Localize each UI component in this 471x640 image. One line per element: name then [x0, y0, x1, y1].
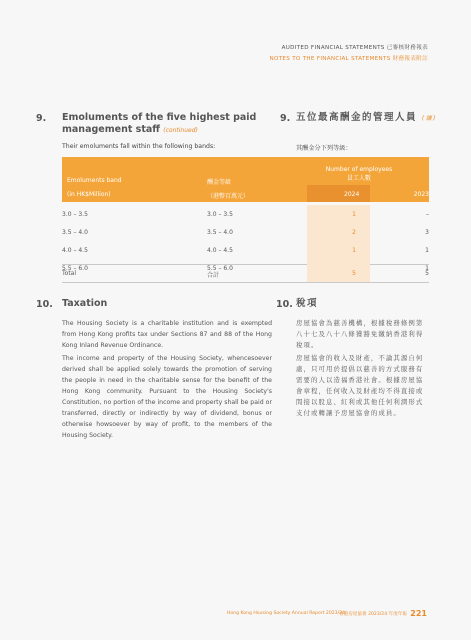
value-2023-cell: 3	[425, 229, 429, 236]
table-row	[62, 205, 429, 223]
value-2023-cell: –	[426, 211, 429, 218]
band-zh-cell: 5.5 – 6.0	[207, 265, 233, 272]
band-zh-cell: 4.0 – 4.5	[207, 247, 233, 254]
section-10-title-zh: 稅項	[296, 298, 319, 309]
band-en-cell: 5.5 – 6.0	[62, 265, 88, 272]
running-header-subtitle: NOTES TO THE FINANCIAL STATEMENTS 財務報表附註	[269, 56, 428, 62]
section-9-title-en-line1: Emoluments of the five highest paid	[62, 112, 257, 123]
taxation-paragraph-2-zh: 房屋協會的收入及財產，不論其源自何處，只可用於提倡以慈善的方式服務有需要的人以造福香港社會。根據房屋協會章程，任何收入及財產均不得直接或間接以股息、紅利或其他任何利潤形式支付或轉讓予房屋協會的成員。	[296, 354, 424, 417]
continued-label-en: (continued)	[163, 127, 198, 134]
page-number: 221	[410, 609, 427, 618]
table-row	[62, 223, 429, 241]
section-9-intro-zh: 其酬金分下列等級：	[296, 145, 352, 152]
taxation-paragraph-1-en: The Housing Society is a charitable institution and is exempted from Hong Kong profits tax under Sections 87 and 88 of the Hong Kong Inland Revenue Ordinance.	[62, 320, 272, 349]
year-2024-header: 2024	[344, 191, 360, 198]
total-label-en: Total	[62, 270, 77, 277]
total-separator-bottom	[62, 282, 429, 283]
section-9-intro-en: Their emoluments fall within the following bands:	[62, 143, 216, 150]
band-en-cell: 4.0 – 4.5	[62, 247, 88, 254]
year-2023-header: 2023	[413, 191, 429, 198]
total-2023-cell: 5	[425, 270, 429, 277]
value-2023-cell: 1	[425, 265, 429, 272]
footer-report-title-en: Hong Kong Housing Society Annual Report 2023/24	[226, 611, 345, 616]
band-en-cell: 3.5 – 4.0	[62, 229, 88, 236]
band-unit-header-en: (in HK$Million)	[67, 191, 111, 198]
band-unit-header-zh: （港幣百萬元）	[207, 193, 250, 200]
table-total-row	[62, 264, 429, 282]
section-9-number-zh: 9.	[280, 113, 291, 124]
band-header-zh: 酬金等級	[207, 179, 232, 186]
continued-label-zh: (續)	[421, 115, 438, 122]
band-zh-cell: 3.5 – 4.0	[207, 229, 233, 236]
section-9-number-en: 9.	[36, 113, 47, 124]
value-2024-cell	[307, 223, 370, 241]
value-2024-cell	[307, 241, 370, 259]
section-10-number-zh: 10.	[276, 299, 293, 310]
total-2024-cell	[307, 264, 370, 282]
section-10-number-en: 10.	[36, 299, 53, 310]
value-2024: 2	[352, 229, 356, 236]
table-row	[62, 241, 429, 259]
employees-group-header-zh: 員工人數	[346, 175, 371, 182]
value-2024-cell	[307, 205, 370, 223]
section-9-title-en-line2: management staff	[62, 124, 160, 135]
total-2024: 5	[352, 270, 356, 277]
footer-report-title-zh: 香港房屋協會 2023/24 年度年報	[339, 612, 407, 617]
band-en-cell: 3.0 – 3.5	[62, 211, 88, 218]
employees-group-header	[299, 165, 419, 183]
value-2023-cell: 1	[425, 247, 429, 254]
emoluments-table-header	[62, 157, 429, 202]
section-10-title-en: Taxation	[62, 298, 108, 309]
running-header-title: AUDITED FINANCIAL STATEMENTS 已審核財務報表	[281, 45, 428, 51]
band-zh-cell: 3.0 – 3.5	[207, 211, 233, 218]
section-9-title-zh	[296, 112, 437, 125]
section-9-title-zh-text: 五位最高酬金的管理人員	[296, 112, 418, 123]
employees-group-header-en: Number of employees	[325, 166, 393, 173]
section-9-title-en	[62, 112, 256, 137]
band-header-en: Emoluments band	[67, 177, 122, 184]
value-2024: 1	[352, 211, 356, 218]
taxation-paragraph-2-en: The income and property of the Housing Society, whencesoever derived shall be applied solely towards the promotion of serving the people in need in the charitable sense for the benefit of the Hong Kong community. Pursuant to the Housing Society's Constitution, no portion of the income and property shall be paid or transferred, directly or indirectly by way of dividend, bonus or otherwise howsoever by way of profit, to the members of the Housing Society.	[62, 355, 272, 439]
value-2024: 1	[352, 247, 356, 254]
year-2024-header-cell	[307, 185, 370, 202]
taxation-paragraph-1-zh: 房屋協會為慈善機構，根據稅務條例第八十七及八十八條獲豁免繳納香港利得稅項。	[296, 319, 424, 349]
total-label-zh: 合計	[207, 272, 220, 279]
